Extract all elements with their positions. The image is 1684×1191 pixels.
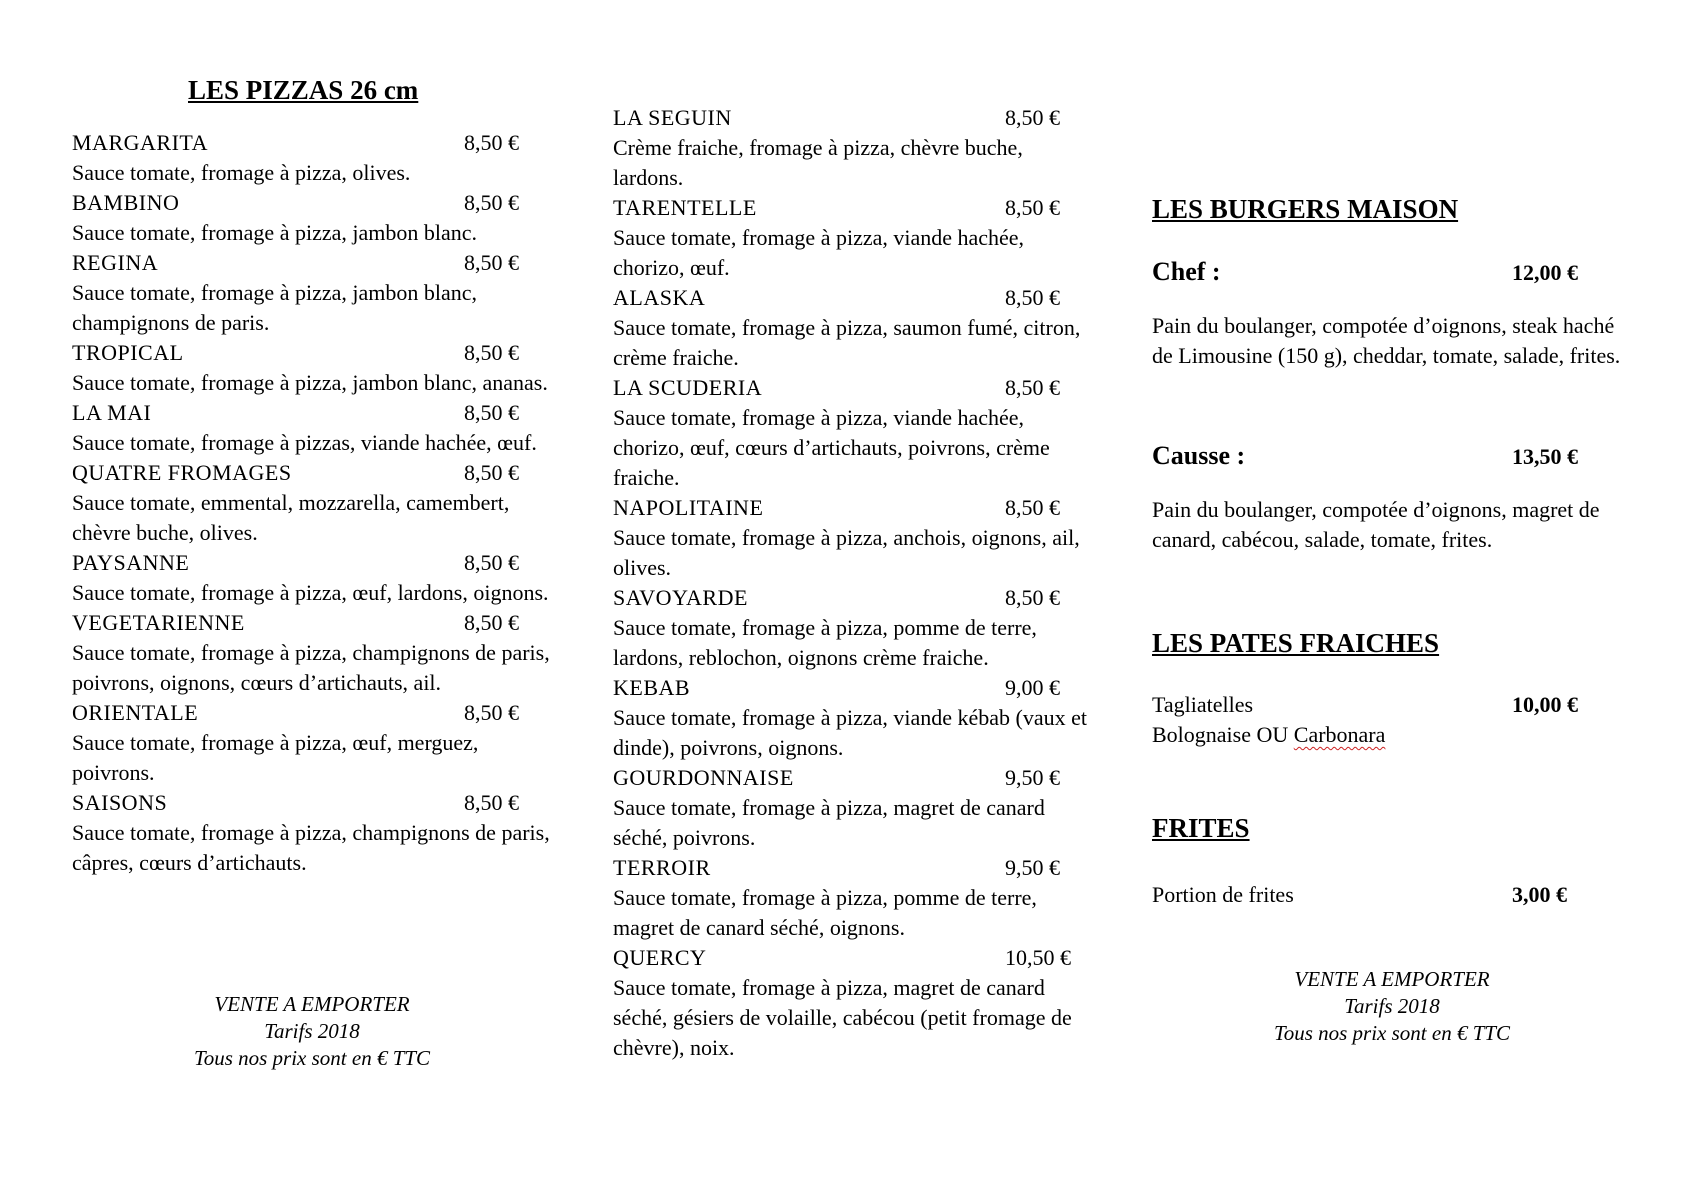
pizza-header [613,673,1093,703]
footer-left [72,991,552,1072]
pizza-description: Sauce tomate, fromage à pizza, jambon blanc. [72,220,477,245]
pizza-header [72,398,552,428]
pizza-name: REGINA [72,250,159,275]
pizza-name: ALASKA [613,285,706,310]
pates-options-text: Bolognaise OU [1152,722,1294,747]
pizza-item [72,338,552,398]
pizza-item [613,853,1093,943]
pizza-name: BAMBINO [72,190,180,215]
pizza-description: Sauce tomate, fromage à pizza, champignons de paris, câpres, cœurs d’artichauts. [72,820,550,875]
frites-item [1152,880,1632,910]
pizza-item [72,698,552,788]
pates-options [1152,720,1632,750]
pates-item [1152,690,1632,750]
pizza-header [613,583,1093,613]
footer-line-3: Tous nos prix sont en € TTC [1273,1021,1511,1045]
pizza-header [72,788,552,818]
pizza-price: 8,50 € [464,130,519,155]
frites-name: Portion de frites [1152,882,1294,907]
burger-name: Chef : [1152,257,1221,286]
pizza-name: KEBAB [613,675,691,700]
pizza-price: 9,00 € [1005,675,1060,700]
pizza-price: 8,50 € [464,190,519,215]
frites-price: 3,00 € [1512,882,1567,907]
pizza-description: Sauce tomate, fromage à pizza, œuf, lardons, oignons. [72,580,549,605]
pizza-item [613,373,1093,493]
pizza-description: Sauce tomate, fromage à pizzas, viande hachée, œuf. [72,430,537,455]
pizza-header [72,248,552,278]
pizza-name: TROPICAL [72,340,184,365]
pizza-description: Sauce tomate, fromage à pizza, viande kébab (vaux et dinde), poivrons, oignons. [613,705,1087,760]
pizza-header [613,763,1093,793]
pizza-list-left [72,128,552,878]
pizza-price: 9,50 € [1005,765,1060,790]
pizza-header [72,188,552,218]
pizza-header [72,698,552,728]
pizza-header [613,103,1093,133]
pizza-price: 8,50 € [464,700,519,725]
pizza-header [72,128,552,158]
burger-price: 13,50 € [1512,444,1578,469]
footer-right [1152,966,1632,1047]
pizza-item [613,943,1093,1063]
pizza-description: Crème fraiche, fromage à pizza, chèvre buche, lardons. [613,135,1023,190]
pizza-item [72,608,552,698]
pizza-price: 8,50 € [464,340,519,365]
pizza-item [613,673,1093,763]
footer-line-2: Tarifs 2018 [1344,994,1440,1018]
pizza-item [613,493,1093,583]
burgers-title: LES BURGERS MAISON [1152,194,1459,224]
burger-name: Causse : [1152,441,1246,470]
pizza-description: Sauce tomate, fromage à pizza, viande hachée, chorizo, œuf, cœurs d’artichauts, poivrons, crème fraiche. [613,405,1050,490]
pizza-name: NAPOLITAINE [613,495,764,520]
frites-title: FRITES [1152,813,1250,843]
pizza-header [72,548,552,578]
pizza-price: 8,50 € [464,790,519,815]
burger-price: 12,00 € [1512,260,1578,285]
burger-causse [1152,441,1632,555]
pizza-name: SAVOYARDE [613,585,748,610]
pizza-header [613,853,1093,883]
burger-chef [1152,257,1632,371]
pates-name: Tagliatelles [1152,692,1254,717]
pizza-price: 8,50 € [1005,585,1060,610]
pizza-header [613,283,1093,313]
pizza-header [72,338,552,368]
pizza-header [613,373,1093,403]
pizza-item [613,583,1093,673]
pizza-description: Sauce tomate, fromage à pizza, œuf, merguez, poivrons. [72,730,479,785]
footer-line-1: VENTE A EMPORTER [1294,967,1490,991]
pizza-price: 8,50 € [464,550,519,575]
pizza-description: Sauce tomate, emmental, mozzarella, camembert, chèvre buche, olives. [72,490,510,545]
pizza-item [613,103,1093,193]
pizza-description: Sauce tomate, fromage à pizza, champignons de paris, poivrons, oignons, cœurs d’artichauts, ail. [72,640,550,695]
pizza-price: 8,50 € [1005,375,1060,400]
pizza-header [72,458,552,488]
pizza-description: Sauce tomate, fromage à pizza, magret de canard séché, poivrons. [613,795,1045,850]
pizza-price: 8,50 € [1005,495,1060,520]
pizza-name: LA SEGUIN [613,105,732,130]
pizza-name: ORIENTALE [72,700,199,725]
pizza-item [72,188,552,248]
burger-description: Pain du boulanger, compotée d’oignons, magret de canard, cabécou, salade, tomate, frites. [1152,497,1600,552]
pizza-name: PAYSANNE [72,550,190,575]
pizza-list-middle [613,103,1093,1063]
pizza-item [72,398,552,458]
pizza-name: QUATRE FROMAGES [72,460,292,485]
pizza-description: Sauce tomate, fromage à pizza, pomme de terre, lardons, reblochon, oignons crème fraiche. [613,615,1037,670]
pizza-name: SAISONS [72,790,168,815]
pizza-name: MARGARITA [72,130,208,155]
pizza-name: VEGETARIENNE [72,610,245,635]
footer-line-2: Tarifs 2018 [264,1019,360,1043]
pizza-name: QUERCY [613,945,707,970]
pizza-description: Sauce tomate, fromage à pizza, magret de canard séché, gésiers de volaille, cabécou (petit fromage de chèvre), noix. [613,975,1072,1060]
pizza-item [72,548,552,608]
pizza-header [72,608,552,638]
pizza-price: 8,50 € [1005,285,1060,310]
pizza-item [613,763,1093,853]
pizza-description: Sauce tomate, fromage à pizza, viande hachée, chorizo, œuf. [613,225,1025,280]
pizza-price: 8,50 € [1005,195,1060,220]
pizza-name: GOURDONNAISE [613,765,794,790]
pizza-header [613,493,1093,523]
pizza-item [613,193,1093,283]
pizza-name: TARENTELLE [613,195,757,220]
pizza-price: 8,50 € [464,460,519,485]
pizza-item [72,128,552,188]
pizza-name: LA MAI [72,400,152,425]
burger-description: Pain du boulanger, compotée d’oignons, steak haché de Limousine (150 g), cheddar, tomate, salade, frites. [1152,313,1621,368]
pizza-item [613,283,1093,373]
pizza-description: Sauce tomate, fromage à pizza, saumon fumé, citron, crème fraiche. [613,315,1081,370]
pates-options-carbonara: Carbonara [1293,722,1386,747]
pizza-description: Sauce tomate, fromage à pizza, jambon blanc, champignons de paris. [72,280,477,335]
pizza-price: 8,50 € [464,400,519,425]
pizzas-title: LES PIZZAS 26 cm [188,75,419,105]
pizza-description: Sauce tomate, fromage à pizza, jambon blanc, ananas. [72,370,548,395]
pizza-header [613,943,1093,973]
footer-line-3: Tous nos prix sont en € TTC [193,1046,431,1070]
pizza-description: Sauce tomate, fromage à pizza, pomme de terre, magret de canard séché, oignons. [613,885,1037,940]
pizza-item [72,248,552,338]
pizza-name: LA SCUDERIA [613,375,763,400]
pizza-header [613,193,1093,223]
pizza-item [72,458,552,548]
pizza-price: 8,50 € [464,250,519,275]
pizza-price: 9,50 € [1005,855,1060,880]
pates-price: 10,00 € [1512,692,1578,717]
pizza-price: 8,50 € [464,610,519,635]
pizza-price: 8,50 € [1005,105,1060,130]
pizza-description: Sauce tomate, fromage à pizza, anchois, oignons, ail, olives. [613,525,1080,580]
pates-title: LES PATES FRAICHES [1152,628,1440,658]
pizza-name: TERROIR [613,855,711,880]
pizza-item [72,788,552,878]
pizza-price: 10,50 € [1005,945,1071,970]
pizza-description: Sauce tomate, fromage à pizza, olives. [72,160,411,185]
footer-line-1: VENTE A EMPORTER [214,992,410,1016]
